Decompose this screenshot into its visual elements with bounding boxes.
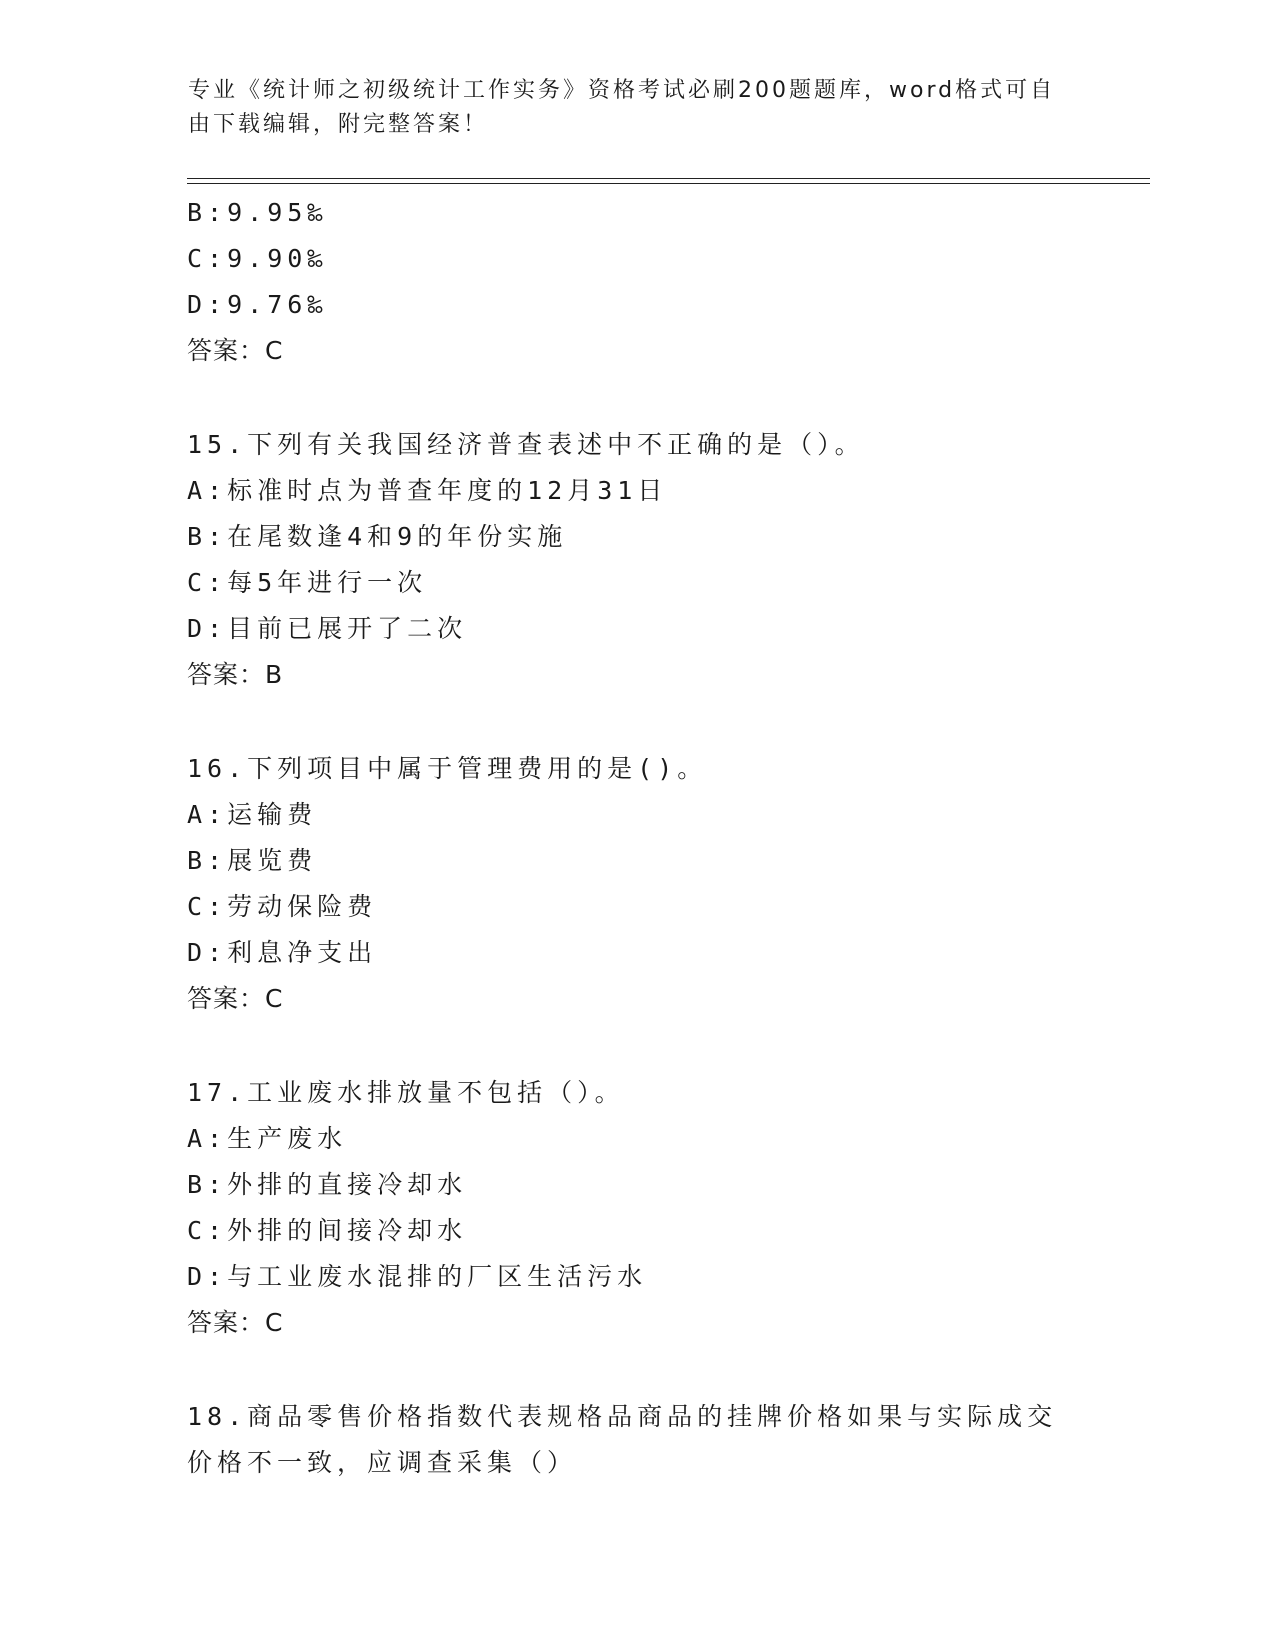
- header-divider-top: [187, 178, 1150, 179]
- option-d: D:利息净支出: [187, 938, 378, 967]
- option-b: B:在尾数逢4和9的年份实施: [187, 522, 568, 551]
- header-divider-bottom: [187, 183, 1150, 184]
- option-d: D:目前已展开了二次: [187, 614, 468, 643]
- answer-line: 答案：C: [187, 984, 284, 1013]
- answer-line: 答案：C: [187, 336, 284, 365]
- question-18: [187, 1394, 1087, 1486]
- question-stem: 15.下列有关我国经济普查表述中不正确的是（）。: [187, 430, 865, 459]
- option-b: B:外排的直接冷却水: [187, 1170, 468, 1199]
- option-d: D:与工业废水混排的厂区生活污水: [187, 1262, 648, 1291]
- question-14-continued: [187, 190, 1087, 374]
- option-a: A:标准时点为普查年度的12月31日: [187, 476, 668, 505]
- option-b: B:展览费: [187, 846, 318, 875]
- option-c: C:每5年进行一次: [187, 568, 428, 597]
- document-header: 专业《统计师之初级统计工作实务》资格考试必刷200题题库，word格式可自由下载编辑，附完整答案！: [188, 78, 1056, 137]
- option-a: A:运输费: [187, 800, 318, 829]
- question-stem: 17.工业废水排放量不包括（）。: [187, 1078, 625, 1107]
- question-stem: 18.商品零售价格指数代表规格品商品的挂牌价格如果与实际成交价格不一致，应调查采集（）: [187, 1402, 1058, 1477]
- answer-line: 答案：C: [187, 1308, 284, 1337]
- question-17: [187, 1070, 1087, 1346]
- question-16: [187, 746, 1087, 1022]
- option-a: A:生产废水: [187, 1124, 348, 1153]
- answer-line: 答案：B: [187, 660, 284, 689]
- option-c: C:9.90‰: [187, 244, 328, 273]
- option-c: C:劳动保险费: [187, 892, 378, 921]
- option-c: C:外排的间接冷却水: [187, 1216, 468, 1245]
- question-list: [187, 190, 1087, 1486]
- question-stem: 16.下列项目中属于管理费用的是()。: [187, 754, 708, 783]
- option-b: B:9.95‰: [187, 198, 328, 227]
- option-d: D:9.76‰: [187, 290, 328, 319]
- question-15: [187, 422, 1087, 698]
